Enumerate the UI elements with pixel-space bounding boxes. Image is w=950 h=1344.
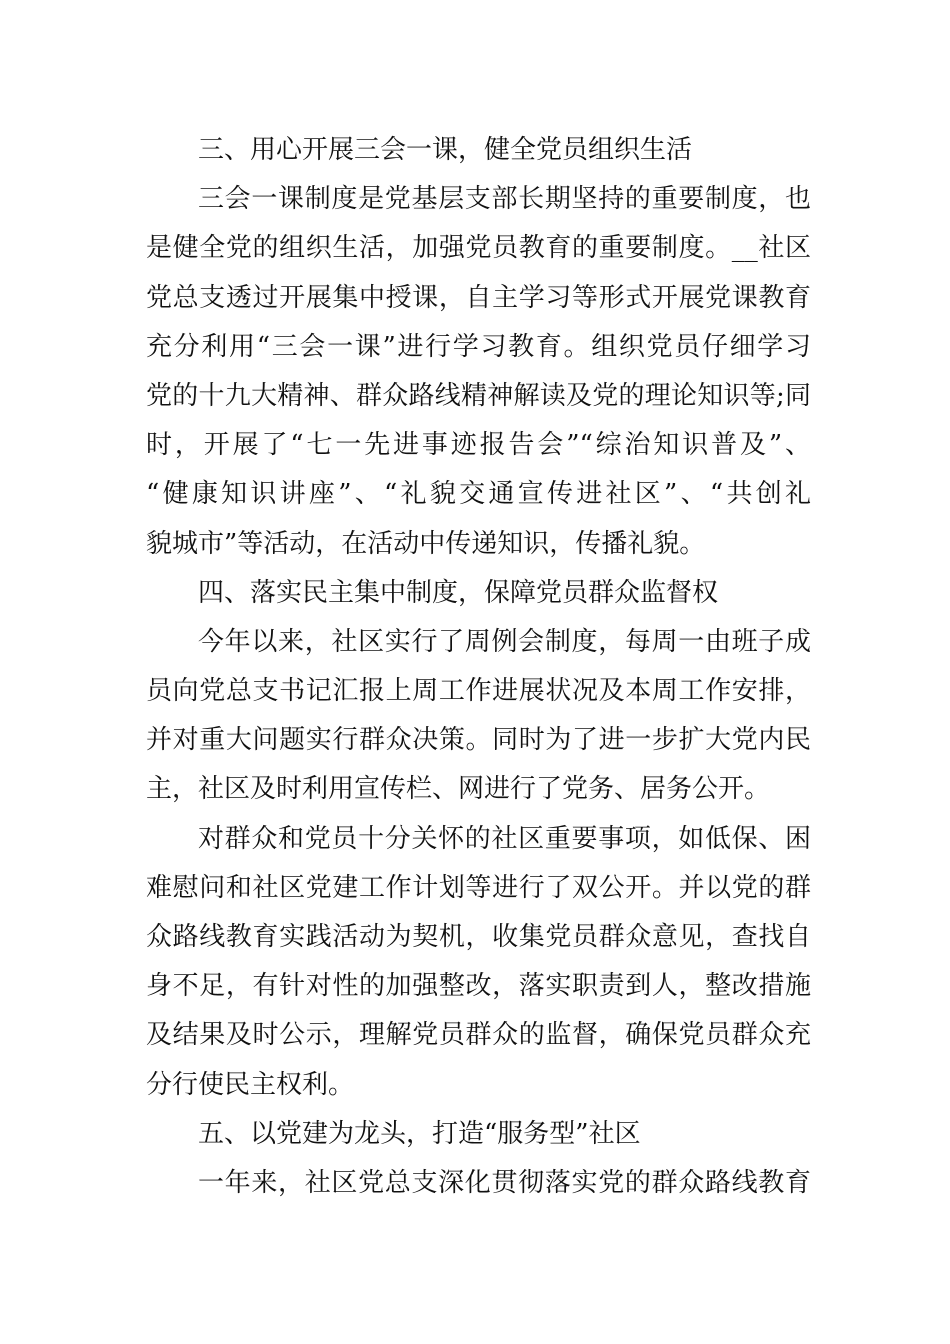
paragraph-line: 对群众和党员十分关怀的社区重要事项，如低保、困 <box>198 823 811 854</box>
paragraph-line: 众路线教育实践活动为契机，收集党员群众意见，查找自 <box>146 922 811 952</box>
paragraph-line: 难慰问和社区党建工作计划等进行了双公开。并以党的群 <box>146 872 811 903</box>
paragraph-line: 三会一课制度是党基层支部长期坚持的重要制度，也 <box>198 184 811 215</box>
paragraph-line: 貌城市”等活动，在活动中传递知识，传播礼貌。 <box>146 528 706 559</box>
document-page <box>146 126 811 1208</box>
paragraph-line: 身不足，有针对性的加强整改，落实职责到人，整改措施 <box>146 971 811 1002</box>
paragraph-line: 主，社区及时利用宣传栏、网进行了党务、居务公开。 <box>146 774 771 805</box>
paragraph-line: 充分利用“三会一课”进行学习教育。组织党员仔细学习 <box>146 331 811 362</box>
paragraph-line: “健康知识讲座”、“礼貌交通宣传进社区”、“共创礼 <box>146 479 811 510</box>
paragraph-line: 今年以来，社区实行了周例会制度，每周一由班子成 <box>198 626 811 657</box>
paragraph-line: 党的十九大精神、群众路线精神解读及党的理论知识等;同 <box>146 380 811 411</box>
section-heading-3: 三、用心开展三会一课，健全党员组织生活 <box>198 135 693 165</box>
paragraph-line: 是健全党的组织生活，加强党员教育的重要制度。__社区 <box>146 233 811 264</box>
paragraph-line: 党总支透过开展集中授课，自主学习等形式开展党课教育 <box>146 282 811 313</box>
paragraph-line: 及结果及时公示，理解党员群众的监督，确保党员群众充 <box>146 1020 811 1051</box>
section-heading-4: 四、落实民主集中制度，保障党员群众监督权 <box>198 577 719 608</box>
paragraph-line: 员向党总支书记汇报上周工作进展状况及本周工作安排， <box>146 676 811 707</box>
paragraph-line: 并对重大问题实行群众决策。同时为了进一步扩大党内民 <box>146 725 811 756</box>
paragraph-line: 分行使民主权利。 <box>146 1069 355 1100</box>
paragraph-line: 时，开展了“七一先进事迹报告会”“综治知识普及”、 <box>146 430 811 461</box>
section-heading-5: 五、以党建为龙头，打造“服务型”社区 <box>198 1118 641 1149</box>
paragraph-line: 一年来，社区党总支深化贯彻落实党的群众路线教育 <box>198 1167 811 1198</box>
